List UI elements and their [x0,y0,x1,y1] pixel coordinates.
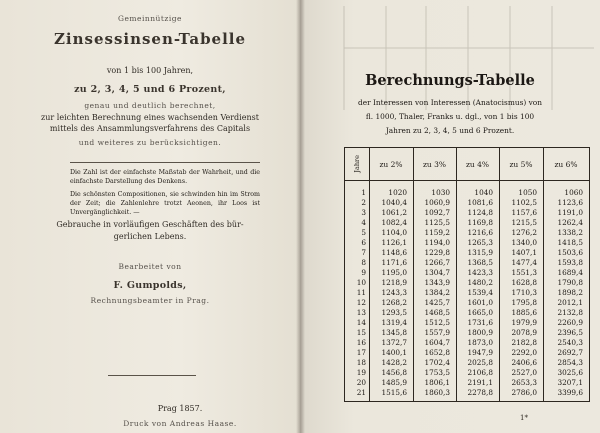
table-cell: 20 [356,378,366,387]
right-subtitle-3: Jahren zu 2, 3, 4, 5 und 6 Prozent. [385,126,515,135]
table-cell: 1060 [564,188,583,197]
table-cell: 2653,3 [511,378,537,387]
table-cell: 2540,3 [557,338,583,347]
table-header-5: zu 6% [554,159,578,169]
table-cell: 1593,8 [557,258,583,267]
table-cell: 1343,9 [424,278,450,287]
table-cell: 1092,7 [424,208,450,217]
table-cell: 6 [361,238,366,247]
table-cell: 1125,5 [424,218,450,227]
table-cell: 3025,6 [557,368,583,377]
table-cell: 1753,5 [424,368,450,377]
table-cell: 1628,8 [511,278,537,287]
table-cell: 1795,8 [511,298,537,307]
table-cell: 1468,5 [424,308,450,317]
table-cell: 1425,7 [424,298,450,307]
table-cell: 1276,2 [511,228,537,237]
left-block1-line-b: mittels des Ansammlungsverfahrens des Capitals [49,124,251,133]
table-cell: 2132,8 [557,308,583,317]
table-cell: 1171,6 [381,258,407,267]
table-cell: 2012,1 [557,298,583,307]
table-cell: 1512,5 [424,318,450,327]
table-cell: 1485,9 [381,378,407,387]
interest-table [344,147,590,402]
table-cell: 1456,8 [381,368,407,377]
table-cell: 9 [361,268,366,277]
table-cell: 2 [361,198,366,207]
table-cell: 1384,2 [424,288,450,297]
table-cell: 1102,5 [511,198,537,207]
table-cell: 3 [361,208,366,217]
table-cell: 1979,9 [511,318,537,327]
table-header-4: zu 5% [509,159,533,169]
table-header-2: zu 3% [422,159,447,169]
table-cell: 1020 [388,188,407,197]
left-sentence-1: Die Zahl ist der einfachste Maßstab der Wahrheit, und die einfachste Darstellung des Denkens. [70,169,260,185]
table-cell: 1124,8 [467,208,493,217]
table-cell: 1123,6 [557,198,583,207]
table-cell: 1293,5 [381,308,407,317]
table-cell: 1229,8 [424,248,450,257]
left-rates-line: zu 2, 3, 4, 5 und 6 Prozent, [74,84,226,95]
table-cell: 2396,5 [557,328,583,337]
table-cell: 1126,1 [381,238,407,247]
left-imprint-printer: Druck von Andreas Haase. [123,419,237,428]
table-cell: 1265,3 [467,238,493,247]
right-subtitle-2: fl. 1000, Thaler, Franks u. dgl., von 1 bis 100 [365,112,535,121]
table-cell: 1702,4 [424,358,450,367]
table-cell: 1539,4 [467,288,493,297]
table-cell: 1050 [518,188,537,197]
table-cell: 1885,6 [511,308,537,317]
table-cell: 1262,4 [557,218,583,227]
left-block2-line-a: Gebrauche in vorläufigen Geschäften des bür- [56,220,244,229]
table-cell: 1551,3 [511,268,537,277]
table-cell: 1304,7 [424,268,450,277]
left-author: F. Gumpolds, [113,280,187,291]
table-cell: 1665,0 [467,308,493,317]
table-cell: 1215,5 [511,218,537,227]
left-author-label: Bearbeitet von [118,262,182,271]
table-cell: 2025,8 [467,358,493,367]
book-gutter [296,0,305,433]
table-cell: 1315,9 [467,248,493,257]
table-cell: 1428,2 [381,358,407,367]
table-cell: 1148,6 [381,248,407,257]
table-cell: 1604,7 [424,338,450,347]
table-cell: 15 [356,328,366,337]
table-cell: 1340,0 [511,238,537,247]
table-cell: 1338,2 [557,228,583,237]
left-purpose-line: genau und deutlich berechnet, [84,101,216,110]
table-cell: 1345,8 [381,328,407,337]
table-cell: 1218,9 [381,278,407,287]
right-subtitle-1: der Interessen von Interessen (Anatocismus) von [358,98,542,107]
left-block1-line-a: zur leichten Berechnung eines wachsenden Verdienst [41,113,259,122]
table-cell: 4 [361,218,366,227]
table-cell: 1423,3 [467,268,493,277]
table-cell: 2260,9 [557,318,583,327]
left-block1-line-c: und weiteres zu berücksichtigen. [78,138,222,147]
table-cell: 12 [356,298,366,307]
table-cell: 1689,4 [557,268,583,277]
table-cell: 1947,9 [467,348,493,357]
page-signature: 1* [520,414,528,422]
table-cell: 1800,9 [467,328,493,337]
left-divider-top [70,162,260,163]
table-cell: 1082,4 [381,218,407,227]
table-cell: 2078,9 [511,328,537,337]
table-cell: 2292,0 [511,348,537,357]
table-cell: 1806,1 [424,378,450,387]
table-header-divider [345,180,589,181]
table-cell: 2106,8 [467,368,493,377]
table-cell: 1081,6 [467,198,493,207]
table-cell: 21 [356,388,366,397]
table-cell: 10 [356,278,366,287]
table-cell: 1194,0 [424,238,450,247]
left-imprint-place: Prag 1857. [157,404,203,413]
table-cell: 1195,0 [381,268,407,277]
table-cell: 1169,8 [467,218,493,227]
table-cell: 1060,9 [424,198,450,207]
table-cell: 1898,2 [557,288,583,297]
table-cell: 1601,0 [467,298,493,307]
table-cell: 2191,1 [467,378,493,387]
table-cell: 18 [356,358,366,367]
table-cell: 2786,0 [511,388,537,397]
table-cell: 1243,3 [381,288,407,297]
table-cell: 2278,8 [467,388,493,397]
left-years-line: von 1 bis 100 Jahren, [106,66,194,75]
table-cell: 1368,5 [467,258,493,267]
table-cell: 1 [361,188,366,197]
table-header-1: zu 2% [379,159,403,169]
table-cell: 2182,8 [511,338,537,347]
table-cell: 1191,0 [557,208,583,217]
table-cell: 1157,6 [511,208,537,217]
table-cell: 2854,3 [557,358,583,367]
table-cell: 1480,2 [467,278,493,287]
left-block2-line-b: gerlichen Lebens. [113,232,187,241]
table-cell: 13 [356,308,366,317]
table-cell: 3207,1 [557,378,583,387]
left-header: Gemeinnützige [118,14,182,23]
left-author-sub: Rechnungsbeamter in Prag. [90,296,210,305]
table-cell: 1104,0 [381,228,407,237]
table-cell: 1372,7 [381,338,407,347]
table-cell: 1515,6 [381,388,407,397]
table-cell: 5 [361,228,366,237]
left-sentence-2: Die schönsten Compositionen, sie schwinden hin im Strom der Zeit; die Zahlenlehre trotzt Aeonen, ihr Loos ist Unvergänglichkeit. — [70,191,260,216]
table-cell: 1557,9 [424,328,450,337]
left-divider-bottom [108,375,196,376]
table-cell: 1503,6 [557,248,583,257]
table-cell: 1873,0 [467,338,493,347]
table-cell: 2692,7 [557,348,583,357]
table-cell: 1040 [474,188,493,197]
table-cell: 1477,4 [511,258,537,267]
table-cell: 11 [356,288,366,297]
table-header-0: Jahre [353,155,361,173]
table-cell: 1216,6 [467,228,493,237]
table-cell: 2527,0 [511,368,537,377]
table-cell: 1266,7 [424,258,450,267]
table-cell: 1860,3 [424,388,450,397]
right-title: Berechnungs-Tabelle [365,72,535,89]
table-cell: 1319,4 [381,318,407,327]
table-cell: 16 [356,338,366,347]
table-cell: 1731,6 [467,318,493,327]
table-cell: 1652,8 [424,348,450,357]
table-cell: 17 [356,348,366,357]
table-header-3: zu 4% [465,159,490,169]
left-title: Zinsessinsen-Tabelle [53,30,247,48]
table-cell: 1418,5 [557,238,583,247]
table-cell: 1159,2 [424,228,450,237]
table-cell: 1040,4 [381,198,407,207]
table-cell: 1061,2 [381,208,407,217]
table-cell: 2406,6 [511,358,537,367]
table-cell: 1030 [431,188,450,197]
table-cell: 8 [361,258,366,267]
table-cell: 14 [356,318,366,327]
table-cell: 1790,8 [557,278,583,287]
table-cell: 1400,1 [381,348,407,357]
table-cell: 3399,6 [557,388,583,397]
table-cell: 19 [356,368,366,377]
table-cell: 7 [361,248,366,257]
table-cell: 1710,3 [511,288,537,297]
table-cell: 1407,1 [511,248,537,257]
table-cell: 1268,2 [381,298,407,307]
